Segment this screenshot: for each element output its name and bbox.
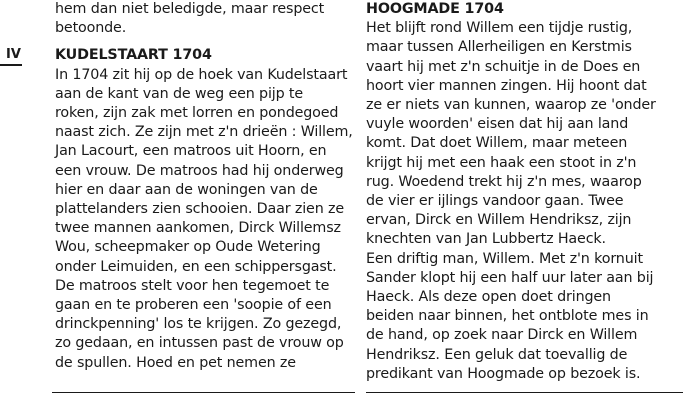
- right-column: [366, 0, 686, 384]
- body-line: ze er niets van kunnen, waarop ze 'onder: [366, 97, 656, 114]
- footer-rule-left: [52, 392, 355, 393]
- body-line: gaan en te proberen een 'soopie of een: [55, 297, 332, 314]
- section-body-kudelstaart: [55, 66, 365, 373]
- body-line: de vier er ijlings vandoor gaan. Twee: [366, 193, 624, 210]
- body-line: Sander klopt hij een half uur later aan bij: [366, 269, 654, 286]
- fragment-line: betoonde.: [55, 20, 127, 37]
- body-line: Wou, scheepmaker op Oude Wetering: [55, 239, 321, 256]
- body-line: aan de kant van de weg een pijp te: [55, 85, 304, 102]
- margin-marker-bar: [0, 64, 22, 66]
- body-line: maar tussen Allerheiligen en Kerstmis: [366, 39, 632, 56]
- section-body-hoogmade: [366, 19, 686, 384]
- fragment-line: hem dan niet beledigde, maar respect: [55, 1, 325, 17]
- body-line: plattelanders zien schooien. Daar zien ze: [55, 201, 344, 218]
- body-line: komt. Dat doet Willem, maar meteen: [366, 135, 628, 152]
- body-line: Het blijft rond Willem een tijdje rustig,: [366, 20, 633, 37]
- body-line: hoort vier mannen zingen. Hij hoont dat: [366, 77, 647, 94]
- body-line: In 1704 zit hij op de hoek van Kudelstaart: [55, 66, 348, 83]
- footer-rule-right: [366, 392, 683, 393]
- body-line: predikant van Hoogmade op bezoek is.: [366, 365, 641, 382]
- body-line: krijgt hij met een haak een stoot in z'n: [366, 154, 637, 171]
- body-line: de spullen. Hoed en pet nemen ze: [55, 354, 296, 371]
- body-line: een vrouw. De matroos had hij onderweg: [55, 162, 344, 179]
- body-line: onder Leimuiden, en een schippersgast.: [55, 258, 337, 275]
- body-line: ervan, Dirck en Willem Hendriksz, zijn: [366, 212, 632, 229]
- body-line: beiden naar binnen, het ontblote mes in: [366, 308, 649, 325]
- body-line: naast zich. Ze zijn met z'n drieën : Willem,: [55, 124, 353, 141]
- left-column: [55, 0, 365, 373]
- body-line: drinckpenning' los te krijgen. Zo gezegd,: [55, 316, 342, 333]
- body-line: Jan Lacourt, een matroos uit Hoorn, en: [55, 143, 327, 160]
- margin-marker: IV: [6, 47, 21, 62]
- body-line: Haeck. Als deze open doet dringen: [366, 289, 611, 306]
- body-line: vuyle woorden' eisen dat hij aan land: [366, 116, 629, 133]
- body-line: twee mannen aankomen, Dirck Willemsz: [55, 220, 341, 237]
- body-line: rug. Woedend trekt hij z'n mes, waarop: [366, 173, 642, 190]
- body-line: knechten van Jan Lubbertz Haeck.: [366, 231, 606, 248]
- section-heading-kudelstaart: KUDELSTAART 1704: [55, 47, 212, 64]
- body-line: vaart hij met z'n schuitje in de Does en: [366, 58, 641, 75]
- body-line: hier en daar aan de woningen van de: [55, 181, 318, 198]
- section-heading-hoogmade: HOOGMADE 1704: [366, 1, 504, 17]
- body-line: Een driftig man, Willem. Met z'n kornuit: [366, 250, 643, 267]
- body-line: De matroos stelt voor hen tegemoet te: [55, 277, 330, 294]
- body-line: zo gedaan, en intussen past de vrouw op: [55, 335, 344, 352]
- body-line: roken, zijn zak met lorren en pondegoed: [55, 105, 339, 122]
- body-line: de hand, op zoek naar Dirck en Willem: [366, 327, 638, 344]
- body-line: Hendriksz. Een geluk dat toevallig de: [366, 346, 628, 363]
